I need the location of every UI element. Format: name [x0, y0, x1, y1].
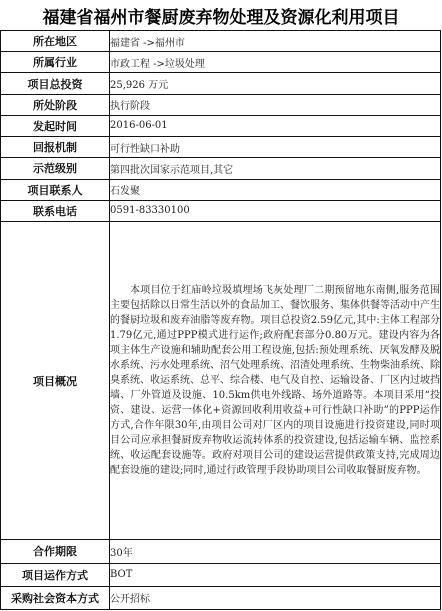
label-overview: 项目概况 — [1, 221, 110, 539]
label-stage: 所处阶段 — [1, 94, 110, 115]
value-industry: 市政工程 ->垃圾处理 — [110, 52, 441, 73]
label-total-investment: 项目总投资 — [1, 73, 110, 94]
label-industry: 所属行业 — [1, 52, 110, 73]
label-operation-mode: 项目运作方式 — [1, 563, 110, 586]
project-info-table — [0, 30, 441, 610]
label-contact-person: 项目联系人 — [1, 179, 110, 200]
table-row — [1, 586, 441, 609]
label-procurement-method: 采购社会资本方式 — [1, 586, 110, 609]
label-demo-level: 示范级别 — [1, 158, 110, 179]
page-title: 福建省福州市餐厨废弃物处理及资源化利用项目 — [42, 7, 400, 28]
value-procurement-method: 公开招标 — [110, 586, 441, 609]
table-row — [1, 158, 441, 179]
value-return-mechanism: 可行性缺口补助 — [110, 137, 441, 158]
value-phone: 0591-83330100 — [110, 200, 441, 221]
label-phone: 联系电话 — [1, 200, 110, 221]
table-row — [1, 31, 441, 52]
value-cooperation-period: 30年 — [110, 540, 441, 563]
label-start-date: 发起时间 — [1, 115, 110, 136]
table-row — [1, 179, 441, 200]
value-demo-level: 第四批次国家示范项目,其它 — [110, 158, 441, 179]
table-row — [1, 221, 441, 539]
table-row — [1, 540, 441, 563]
label-return-mechanism: 回报机制 — [1, 137, 110, 158]
table-row — [1, 52, 441, 73]
label-cooperation-period: 合作期限 — [1, 540, 110, 563]
value-total-investment: 25,926 万元 — [110, 73, 441, 94]
value-contact-person: 石发聚 — [110, 179, 441, 200]
table-row — [1, 200, 441, 221]
table-row — [1, 563, 441, 586]
table-row — [1, 94, 441, 115]
table-row — [1, 115, 441, 136]
table-row — [1, 137, 441, 158]
value-start-date: 2016-06-01 — [110, 115, 441, 136]
value-region: 福建省 ->福州市 — [110, 31, 441, 52]
table-row — [1, 73, 441, 94]
value-stage: 执行阶段 — [110, 94, 441, 115]
label-region: 所在地区 — [1, 31, 110, 52]
value-overview: 本项目位于红庙岭垃圾填埋场飞灰处理厂二期预留地东南侧,服务范围主要包括除以日常生活以外的食品加工、餐饮服务、集体供餐等活动中产生的餐厨垃圾和废弃油脂等废弃物。项目总投资2.59亿元,其中:主体工程部分1.79亿元,通过PPP模式进行运作;政府配套部分0.80万元。建设内容为各项主体生产设施和辅助配套公用工程设施,包括:预处理系统、厌氧发酵及脱水系统、污水处理系统、沼气处理系统、沼渣处理系统、生物柴油系统、除臭系统、收运系统、总平、综合楼、电气及自控、运输设备、厂区内过坡挡墙、厂外管道及设施、10.5km供电外线路、场外道路等。本项目采用“投资、建设、运营一体化+资源回收利用收益+可行性缺口补助”的PPP运作方式,合作年限30年,由项目公司对厂区内的项目设施进行投资建设,同时项目公司应承担餐厨废弃物收运流转体系的投资建设,包括运输车辆、监控系统、收运配套设施等。政府对项目公司的建设运营提供政策支持,完成周边配套设施的建设;同时,通过行政管理手段协助项目公司收取餐厨废弃物。 — [110, 221, 441, 539]
value-operation-mode: BOT — [110, 563, 441, 586]
